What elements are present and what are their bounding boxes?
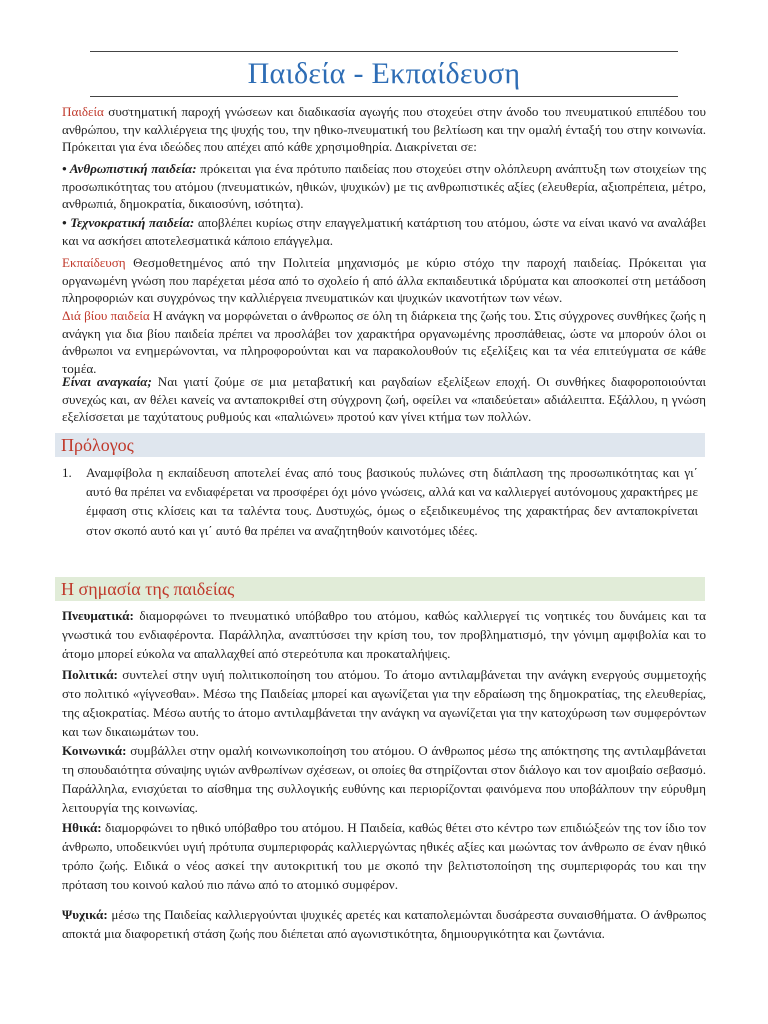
intro-term: Παιδεία bbox=[62, 104, 104, 119]
section-heading-prologue bbox=[55, 433, 705, 457]
intro-text: συστηματική παροχή γνώσεων και διαδικασία αγωγής που στοχεύει στην άνοδο του πνευματικού επιπέδου του ανθρώπου, την καλλιέργεια της ψυχής του, την ηθικο-πνευματική του βελτίωση και την ομαλή ένταξή του στην κοινωνία. Πρόκειται για ένα ιδεώδες που απέχει από κάθε χρησιμοθηρία. Διακρίνεται σε: bbox=[62, 104, 706, 155]
ethical-term: Ηθικά: bbox=[62, 820, 102, 835]
education-paragraph bbox=[62, 254, 706, 307]
political-term: Πολιτικά: bbox=[62, 667, 118, 682]
ethical-paragraph bbox=[62, 818, 706, 894]
political-paragraph bbox=[62, 665, 706, 741]
social-paragraph bbox=[62, 741, 706, 817]
humanistic-paragraph bbox=[62, 160, 706, 213]
prologue-text: Αναμφίβολα η εκπαίδευση αποτελεί ένας από τους βασικούς πυλώνες στη διάπλαση της προσωπικότητας και γι΄ αυτό θα πρέπει να ενδιαφέρεται να προσφέρει όχι μόνο γνώσεις, αλλά και να καλλιεργεί αυτόνομους χαρακτήρες με έμφαση στις κλίσεις και τα ταλέντα τους. Δυστυχώς, όμως ο εξειδικευμένος της χαρακτήρας δεν ανταποκρίνεται στον σκοπό αυτό και γι΄ αυτό θα πρέπει να αναζητηθούν καινοτόμες ιδέες. bbox=[86, 465, 698, 538]
page-title: Παιδεία - Εκπαίδευση bbox=[247, 57, 521, 90]
top-rule bbox=[90, 51, 678, 52]
humanistic-text: πρόκειται για ένα πρότυπο παιδείας που στοχεύει στην ολόπλευρη ανάπτυξη των στοιχείων της προσωπικότητας του ατόμου (πνευματικών, ηθικών, ψυχικών) με τις ανθρωπιστικές αξίες (ελευθερία, αξιοπρέπεια, μέτρο, ανθρωπιά, δημοκρατία, δικαιοσύνη, ισότητα). bbox=[62, 161, 707, 212]
technocratic-text: αποβλέπει κυρίως στην επαγγελματική κατάρτιση του ατόμου, ώστε να είναι ικανό να αναλάβει και να ασκήσει αποτελεσματικά κάποιο επάγγελμα. bbox=[62, 215, 706, 248]
lifelong-paragraph bbox=[62, 307, 706, 377]
social-text: συμβάλλει στην ομαλή κοινωνικοποίηση του ατόμου. Ο άνθρωπος μέσω της απόκτησης της αντιλαμβάνεται τη σπουδαιότητα σύναψης υγιών ανθρωπίνων σχέσεων, οι οποίες θα στηρίζονται στον διάλογο και τον αμοιβαίο σεβασμό. Παράλληλα, ενισχύεται το αίσθημα της συλλογικής ευθύνης και περιορίζονται φαινόμενα που υποβάλπουν την εύρυθμη λειτουργία της κοινωνίας. bbox=[62, 743, 706, 815]
section-prologue-label: Πρόλογος bbox=[61, 435, 134, 455]
psychic-term: Ψυχικά: bbox=[62, 907, 108, 922]
intro-paragraph bbox=[62, 103, 706, 156]
education-term: Εκπαίδευση bbox=[62, 255, 126, 270]
lifelong-text: Η ανάγκη να μορφώνεται ο άνθρωπος σε όλη τη διάρκεια της ζωής του. Στις σύγχρονες συνθήκες ζωής η ανάγκη για δια βίου παιδεία πρέπει να προσλάβει τον χαρακτήρα οργανωμένης προσπάθειας, ώστε να μπορούν όλοι οι άνθρωποι να ενημερώνονται, να πληροφορούνται και να παρακολουθούν τις εξελίξεις και τα νέα επιτεύγματα σε κάθε τομέα. bbox=[62, 308, 707, 376]
spiritual-term: Πνευματικά: bbox=[62, 608, 134, 623]
spiritual-text: διαμορφώνει το πνευματικό υπόβαθρο του ατόμου, καθώς καλλιεργεί τις νοητικές του δυνάμεις και τα γνωστικά του ενδιαφέροντα. Παράλληλα, αναπτύσσει την κρίση του, τον προβληματισμό, την γόνιμη αμφιβολία και το άτομο μπορεί εύκολα να απαλλαχθεί από στερεότυπα και προκαταλήψεις. bbox=[62, 608, 706, 661]
psychic-text: μέσω της Παιδείας καλλιεργούνται ψυχικές αρετές και καταπολεμώνται δυσάρεστα συναισθήματα. Ο άνθρωπος αποκτά μια διαφορετική στάση ζωής που διέπεται από αγωνιστικότητα, δημιουργικότητα και ζωντάνια. bbox=[62, 907, 706, 941]
political-text: συντελεί στην υγιή πολιτικοποίηση του ατόμου. Το άτομο αντιλαμβάνεται την ανάγκη ενεργούς συμμετοχής στο πολιτικό «γίγνεσθαι». Μέσω της Παιδείας μπορεί και αγωνίζεται για την εδραίωση της δημοκρατίας, της ελευθερίας, της αξιοκρατίας. Μέσω αυτής το άτομο αντιλαμβάνεται την ανάγκη να αγωνίζεται για την κατοχύρωση των συμφερόντων και των δικαιωμάτων του. bbox=[62, 667, 706, 739]
ethical-text: διαμορφώνει το ηθικό υπόβαθρο του ατόμου. Η Παιδεία, καθώς θέτει στο κέντρο των επιδιώξεών της τον ίδιο τον άνθρωπο, υποδεικνύει υγιή πρότυπα συμπεριφοράς καλλιεργώντας ηθικές αξίες και μωώντας τον άνθρωπο σε έναν ηθικό τρόπο ζωής. Ειδικά ο νέος ασκεί την αυτοκριτική του με σκοπό την βελτιστοποίηση της συμπεριφοράς του και την πρόταση του κοινού καλού πιο πάνω από το ατομικό συμφέρον. bbox=[62, 820, 706, 892]
necessary-paragraph bbox=[62, 373, 706, 426]
title-rule bbox=[90, 96, 678, 97]
section-importance-label: Η σημασία της παιδείας bbox=[61, 579, 235, 599]
humanistic-term: • Ανθρωπιστική παιδεία: bbox=[62, 161, 197, 176]
necessary-term: Είναι αναγκαία; bbox=[62, 374, 152, 389]
technocratic-term: • Τεχνοκρατική παιδεία: bbox=[62, 215, 195, 230]
psychic-paragraph bbox=[62, 905, 706, 943]
social-term: Κοινωνικά: bbox=[62, 743, 127, 758]
education-text: Θεσμοθετημένος από την Πολιτεία μηχανισμός με κύριο στόχο την παροχή παιδείας. Πρόκειται για οργανωμένη γνώση που παρέχεται μέσα από το σχολείο ή από άλλα εκπαιδευτικά ιδρύματα και αποσκοπεί στη μετάδοση πληροφοριών και συγχρόνως την καλλιέργεια πνευματικών και ψυχικών ικανοτήτων των νέων. bbox=[62, 255, 706, 306]
technocratic-paragraph bbox=[62, 214, 706, 249]
section-heading-importance bbox=[55, 577, 705, 601]
prologue-list-item bbox=[62, 463, 706, 559]
necessary-text: Ναι γιατί ζούμε σε μια μεταβατική και ραγδαίων εξελίξεων εποχή. Οι συνθήκες διαφοροποιούνται συνεχώς και, αν θέλει κανείς να ανταποκριθεί στη σύγχρονη ζωή, οφείλει να «παιδεύεται» αδιάλειπτα. Εξάλλου, η γνώση εξελίσσεται με ταχύτατους ρυθμούς και «παλιώνει» προτού καν γίνει κτήμα των πολλών. bbox=[62, 374, 706, 425]
spiritual-paragraph bbox=[62, 606, 706, 663]
lifelong-term: Διά βίου παιδεία bbox=[62, 308, 150, 323]
list-number: 1. bbox=[62, 465, 72, 480]
